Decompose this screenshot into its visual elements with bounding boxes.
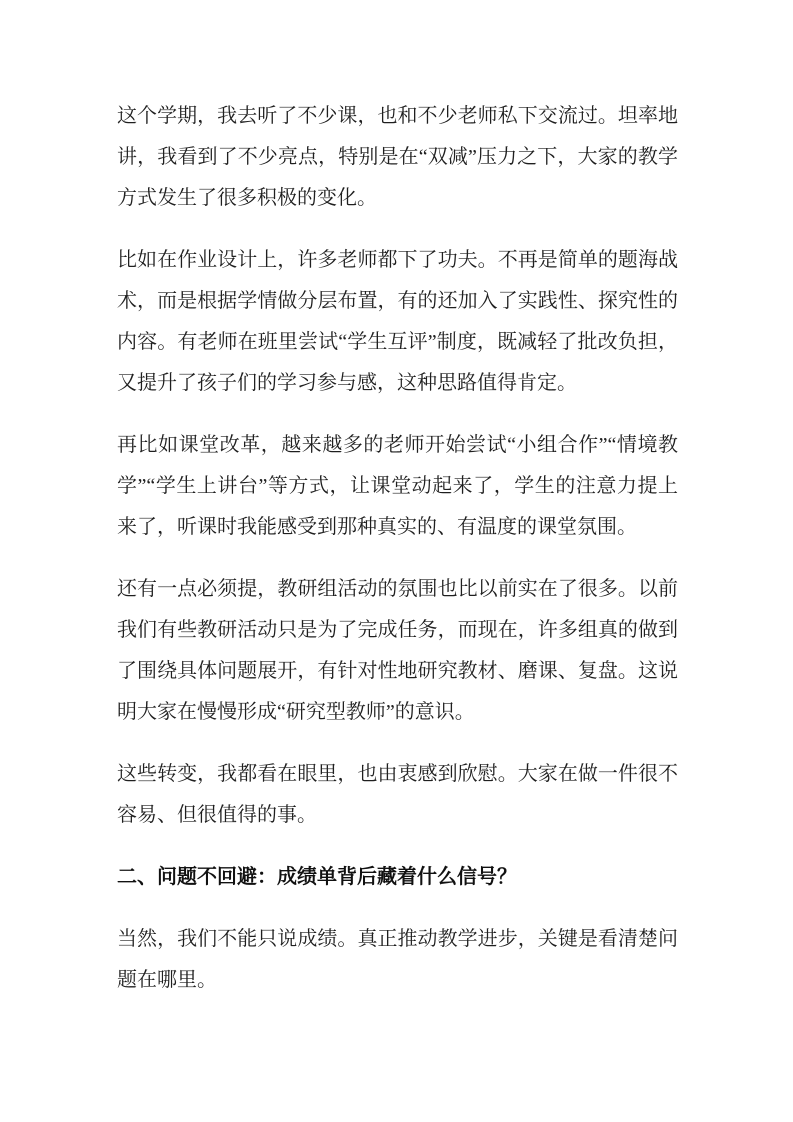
paragraph-teaching-research-group: 还有一点必须提，教研组活动的氛围也比以前实在了很多。以前我们有些教研活动只是为了完成任务，而现在，许多组真的做到了围绕具体问题展开，有针对性地研究教材、磨课、复盘。这说明大家在慢慢形成“研究型教师”的意识。 bbox=[117, 578, 678, 723]
document-body bbox=[117, 96, 678, 1001]
paragraph-gratitude: 这些转变，我都看在眼里，也由衷感到欣慰。大家在做一件很不容易、但很值得的事。 bbox=[117, 763, 678, 826]
paragraph-semester-observations: 这个学期，我去听了不少课，也和不少老师私下交流过。坦率地讲，我看到了不少亮点，特别是在“双减”压力之下，大家的教学方式发生了很多积极的变化。 bbox=[117, 105, 678, 209]
section-heading-problems: 二、问题不回避：成绩单背后藏着什么信号？ bbox=[117, 866, 517, 888]
paragraph-problems-intro: 当然，我们不能只说成绩。真正推动教学进步，关键是看清楚问题在哪里。 bbox=[117, 928, 678, 991]
paragraph-classroom-reform: 再比如课堂改革，越来越多的老师开始尝试“小组合作”“情境教学”“学生上讲台”等方式，让课堂动起来了，学生的注意力提上来了，听课时我能感受到那种真实的、有温度的课堂氛围。 bbox=[117, 434, 678, 538]
paragraph-homework-design: 比如在作业设计上，许多老师都下了功夫。不再是简单的题海战术，而是根据学情做分层布置，有的还加入了实践性、探究性的内容。有老师在班里尝试“学生互评”制度，既减轻了批改负担，又提升了孩子们的学习参与感，这种思路值得肯定。 bbox=[117, 249, 678, 394]
